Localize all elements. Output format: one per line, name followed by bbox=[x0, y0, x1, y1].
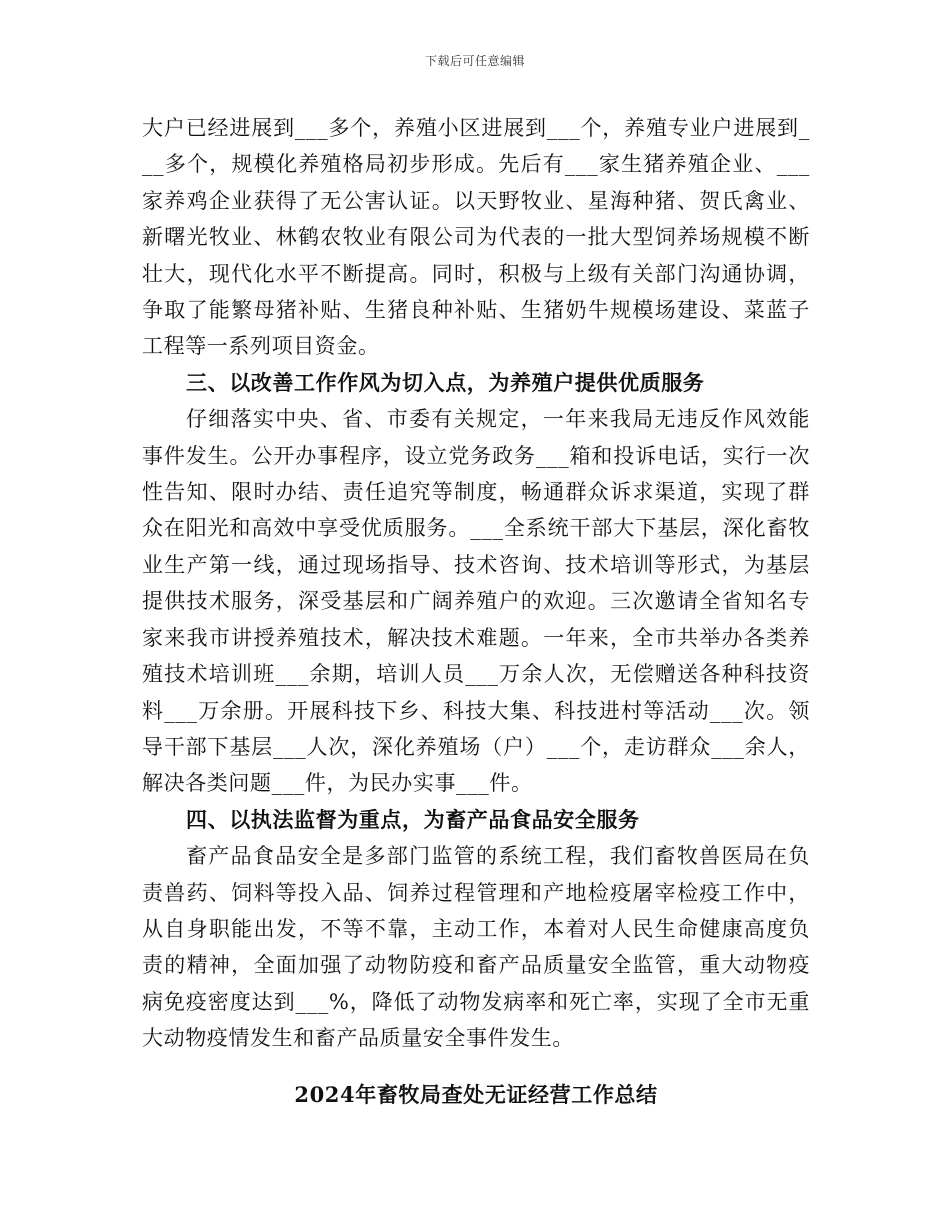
section3-heading: 三、以改善工作作风为切入点，为养殖户提供优质服务 bbox=[186, 369, 705, 395]
section4-heading: 四、以执法监督为重点，为畜产品食品安全服务 bbox=[186, 806, 640, 832]
next-document-title: 2024年畜牧局查处无证经营工作总结 bbox=[294, 1081, 658, 1107]
paragraph-section2-tail: 大户已经进展到___多个，养殖小区进展到___个，养殖专业户进展到___多个，规模化养殖格局初步形成。先后有___家生猪养殖企业、___家养鸡企业获得了无公害认证。以天野牧业、星海种猪、贺氏禽业、新曙光牧业、林鹤农牧业有限公司为代表的一批大型饲养场规模不断壮大，现代化水平不断提高。同时，积极与上级有关部门沟通协调，争取了能繁母猪补贴、生猪良种补贴、生猪奶牛规模场建设、菜蓝子工程等一系列项目资金。 bbox=[142, 116, 810, 359]
document-body bbox=[142, 110, 810, 1113]
page-header: 下载后可任意编辑 bbox=[424, 54, 525, 68]
paragraph-section4: 畜产品食品安全是多部门监管的系统工程，我们畜牧兽医局在负责兽药、饲料等投入品、饲养过程管理和产地检疫屠宰检疫工作中，从自身职能出发，不等不靠，主动工作，本着对人民生命健康高度负责的精神，全面加强了动物防疫和畜产品质量安全监管，重大动物疫病免疫密度达到___%，降低了动物发病率和死亡率，实现了全市无重大动物疫情发生和畜产品质量安全事件发生。 bbox=[142, 844, 810, 1051]
paragraph-section3: 仔细落实中央、省、市委有关规定，一年来我局无违反作风效能事件发生。公开办事程序，设立党务政务___箱和投诉电话，实行一次性告知、限时办结、责任追究等制度，畅通群众诉求渠道，实现了群众在阳光和高效中享受优质服务。___全系统干部大下基层，深化畜牧业生产第一线，通过现场指导、技术咨询、技术培训等形式，为基层提供技术服务，深受基层和广阔养殖户的欢迎。三次邀请全省知名专家来我市讲授养殖技术，解决技术难题。一年来，全市共举办各类养殖技术培训班___余期，培训人员___万余人次，无偿赠送各种科技资料___万余册。开展科技下乡、科技大集、科技进村等活动___次。领导干部下基层___人次，深化养殖场（户）___个，走访群众___余人，解决各类问题___件，为民办实事___件。 bbox=[142, 407, 810, 796]
